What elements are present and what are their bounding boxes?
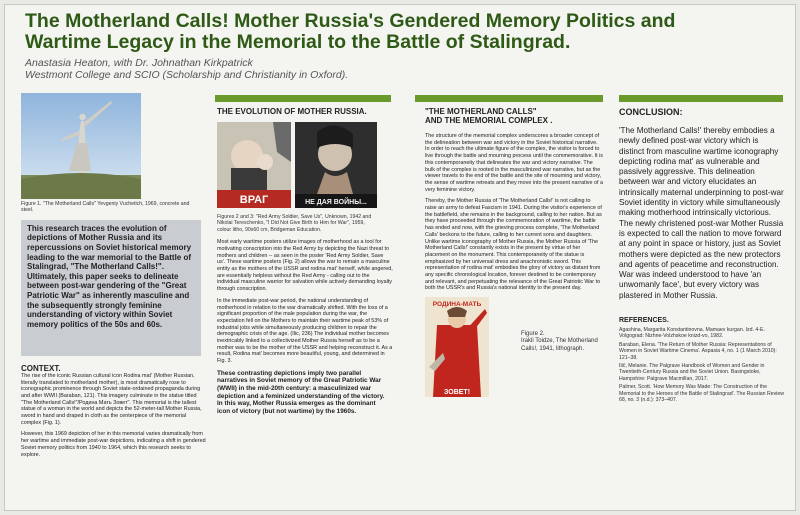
summary-box: This research traces the evolution of depictions of Mother Russia and its repercussions on Soviet historical memory leading to the war memorial to the Battle of Stalingrad, "The Motherland Calls!". Ultimately, this paper seeks to delineate between post-war gendering of the "Great Patriotic War" as inherently masculine and the subsequently strongly feminine understanding of victory within Soviet memory politics of the 50s and 60s. xyxy=(21,220,201,356)
memorial-paragraph: Thereby, the Mother Russia of 'The Motherland Calls!' is not calling to raise an army to defeat Fascism in 1941. During the visitor's experience of the battlefield, she remains in the background, calling to her nation. But as they have proceeded through the commemoration of wartime, the battle has ended and now, with the grieving process complete, 'The Motherland Calls' beckons to the future, calling to her current sons and daughters. Unlike wartime iconography of Mother Russia, the Mother Russia of 'The Motherland Calls!' constantly exists in the present by virtue of her placement on the monument. This contemporaneity of the statue is emphasized by her universal dress and anachronistic sword. This representation of rodina mat' embodies the glory of victory as distant from any specific chronological location, forever destined to be contemporary and relevant, and perpetuating the relevance of the Great Patriotic War to both the USSR's and Russia's national identity to the present day. xyxy=(425,198,602,292)
evolution-text xyxy=(217,239,393,365)
conclusion-text: 'The Motherland Calls!' thereby embodies a newly defined post-war victory which is distinct from masculine wartime iconography depicting rodina mat' as vulnerable and passively aggressive. This delineation between war and victory elucidates an intrinsically maternal underpinning to post-war Soviet identity in victory while simultaneously making motherhood intrinsically victorious. The newly christened post-war Mother Russia is expected to call the nation to move forward at any point in space or history, just as Soviet mothers were depicted as the new protectors and agents of peacetime and reconstruction. War was indeed understood to have 'an unwomanly face', but every victory was plastered in Mother Russia. xyxy=(619,126,784,300)
evolution-bold-conclusion: These contrasting depictions imply two parallel narratives in Soviet memory of the Great Patriotic War (WWII) in the mid-20th century: a masculinized war depiction and a feminized understanding of the victory. In this way, Mother Russia emerges as the dominant icon of victory (but not wartime) by the 1960s. xyxy=(217,369,385,415)
figure-toidze-caption xyxy=(521,331,601,353)
evolution-paragraph: Most early wartime posters utilize images of motherhood as a tool for motivating conscription into the Red Army by depicting the Nazi threat to mothers and children -- as seen in the poster 'Red Army Soldier, Save us'. These wartime posters (Fig. 2) allows the war to remain a masculine entity as the mothers of the USSR and rodina mat' herself, while angered, are essentially helpless without the Red Army - calling out to the individual masculine warrior for salvation while actively demanding loyalty through conscription. xyxy=(217,239,393,293)
column-2 xyxy=(217,107,395,415)
memorial-text xyxy=(425,133,603,292)
figure-toidze-caption-line-1: Figure 2. xyxy=(521,331,545,338)
column-3-bar xyxy=(415,95,603,102)
poster xyxy=(4,4,796,511)
context-paragraph: The rise of the iconic Russian cultural icon Rodina mat' (Mother Russian, literally translated to motherland mother), is most dramatically rose to iconographic prominence through Soviet state-ordained propaganda during and after WWII (Baraban, 121). This imagery culminate in the statue titled "The Motherland Calls!"/Родина Мать Зовет". This memorial is the tallest statue of a woman in the world and depicts the 52-meter-tall Mother Russia, sword in hand and draped in cloth as the centerpiece of the memorial complex (Fig. 1). xyxy=(21,372,202,426)
references-list xyxy=(619,327,785,403)
evolution-paragraph: In the immediate post-war period, the national understanding of motherhood in relation to the war dramatically shifted. With the loss of a significant proportion of the male population during the war, the expectation fell on the Mothers to maintain their wartime peak of 53% of industrial jobs while simultaneously producing children to repair the demographic crisis of the age. (Ilic, 236) The individual mother becomes inextricably linked to a collectivized Mother Russia herself as to be a mother was to be the mother of the USSR and helping reconstruct it. As a result, Rodina mat' becomes more beautiful, young, and determined in Fig. 3. xyxy=(217,297,393,365)
poster-left-text: ВРАГ xyxy=(239,194,269,206)
figure-1-photo xyxy=(21,93,141,199)
context-heading: CONTEXT. xyxy=(21,363,61,373)
poster-text-rodina: РОДИНА-МАТЬ xyxy=(432,301,482,309)
figure-toidze xyxy=(425,297,605,397)
poster-pair xyxy=(217,122,395,208)
reference-item: Ilič, Melanie. The Palgrave Handbook of Women and Gender in Twentieth-Century Russia and the Soviet Union. Basingstoke, Hampshire: Palgrave Macmillan, 2017. xyxy=(619,363,765,382)
figures-2-3-caption: Figures 2 and 3: "Red Army Soldier, Save Us", Unknown, 1942 and Nikolai Tereschenko, "I Did Not Give Birth to Him for War", 1959, colour litho, 90x60 cm, Bridgeman Education. xyxy=(217,214,372,233)
column-4-bar xyxy=(619,95,783,102)
poster-did-not-give-birth xyxy=(295,122,377,208)
reference-item: Agashina, Margarita Konstantinovna. Mamaev kurgan. Izd. 4-E. Volgograd: Nizhne-Volzhskoe knizd-vo, 1982. xyxy=(619,327,765,340)
memorial-paragraph: The structure of the memorial complex underscores a broader concept of the delineation between war and victory in the Soviet historical narrative. In order to reach the ultimate figure of the complex, the visitor is forced to live through the battle and mourning process until the commemorative. It is this contemporaneity that delineates the war and victory narrative. The bulk of the complex is rooted in the masculinized war narrative, but as the viewer travels to the end of the battle and the site of mourning and victory, the sense of wartime retreats and they move into the present narrative of a very feminine victory. xyxy=(425,133,603,193)
memorial-heading-line-2: AND THE MEMORIAL COMPLEX . xyxy=(425,116,553,125)
reference-item: Baraban, Elena. 'The Return of Mother Russia: Representations of Women in Soviet Wartime Cinema'. Aspasia 4, no. 1 (1 March 2010): 121–38. xyxy=(619,341,777,361)
column-1 xyxy=(21,93,209,463)
poster-title: The Motherland Calls! Mother Russia's Gendered Memory Politics and Wartime Legacy in the Memorial to the Battle of Stalingrad. xyxy=(25,10,676,53)
memorial-heading-line-1: "THE MOTHERLAND CALLS" xyxy=(425,107,537,116)
context-text xyxy=(21,373,207,458)
poster-motherland-calls xyxy=(425,297,489,397)
figure-1-caption: Figure 1. "The Motherland Calls" Yevgeniy Vuchetich, 1969, concrete and steel. xyxy=(21,201,190,214)
evolution-heading: THE EVOLUTION OF MOTHER RUSSIA. xyxy=(217,107,367,116)
poster-red-army-save-us xyxy=(217,122,291,208)
affiliation: Westmont College and SCIO (Scholarship and Christianity in Oxford). xyxy=(25,69,349,81)
column-3 xyxy=(425,107,605,397)
poster-text-zovet: ЗОВЕТ! xyxy=(443,389,471,397)
conclusion-heading: CONCLUSION: xyxy=(619,107,683,117)
column-4 xyxy=(619,107,785,406)
context-paragraph: However, this 1969 depiction of her in this memorial varies dramatically from her wartime and immediate post-war depictions, indicating a shift in gendered Soviet memory politics from 1940 to 1964, which this research seeks to explore. xyxy=(21,431,206,458)
figure-toidze-caption-line-2: Irakli Toidze, The Motherland Calls!, 1941, lithograph. xyxy=(521,338,598,352)
reference-item: Palmer, Scott. 'How Memory Was Made: The Construction of the Memorial to the Heroes of the Battle of Stalingrad'. The Russian Review 68, no. 3 (n.d.): 373–407. xyxy=(619,384,784,404)
column-2-bar xyxy=(215,95,391,102)
poster-right-text: НЕ ДАЯ ВОЙНЫ... xyxy=(305,199,367,206)
authors: Anastasia Heaton, with Dr. Johnathan Kirkpatrick xyxy=(25,57,253,69)
references-heading: REFERENCES. xyxy=(619,317,669,325)
